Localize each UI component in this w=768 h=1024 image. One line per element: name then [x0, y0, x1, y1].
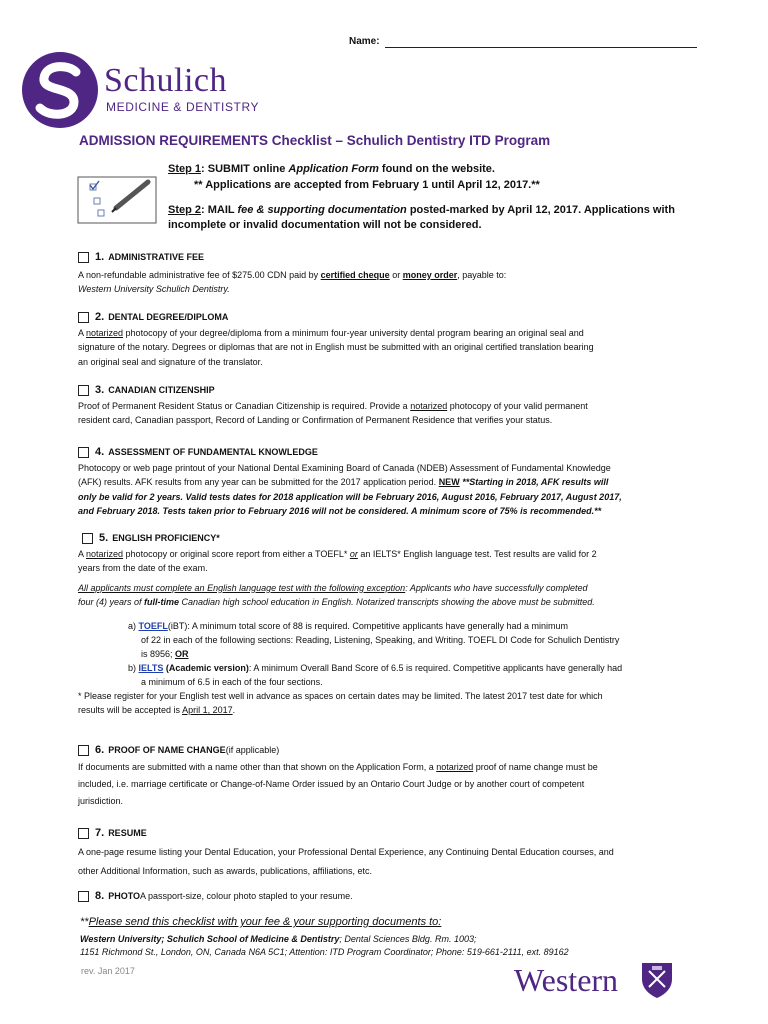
section-fundamental-knowledge: 4. ASSESSMENT OF FUNDAMENTAL KNOWLEDGE Photocopy or web page printout of your National Dental Examining Board of Canada (NDEB) Assessment of Fundamental Knowledge (AFK) results. AFK results from any year can be submitted for the 2017 application period. NEW **Starting in 2018, AFK results will only be valid for 2 years. Valid tests dates for 2018 application will be February 2016, August 2016, February 2017, August 2017, and February 2018. Tests taken prior to February 2016 will not be considered. A minimum score of 75% is recommended.** — [78, 446, 622, 516]
checkbox-photo[interactable] — [78, 891, 89, 902]
logo-title: Schulich — [104, 62, 227, 99]
checkbox-dental-degree[interactable] — [78, 312, 89, 323]
mailing-address: Western University; Schulich School of Medicine & Dentistry; Dental Sciences Bldg. Rm. 1003; 1151 Richmond St., London, ON, Canada N6A 5C1; Attention: ITD Program Coordinator; Phone: 519-661-2111, ext. 89162 — [80, 934, 569, 957]
schulich-logo-icon — [20, 50, 100, 130]
revision-date: rev. Jan 2017 — [81, 966, 135, 976]
checkbox-administrative-fee[interactable] — [78, 252, 89, 263]
checkbox-canadian-citizenship[interactable] — [78, 385, 89, 396]
section-english-proficiency: 5. ENGLISH PROFICIENCY* A notarized photocopy or original score report from either a TOEFL* or an IELTS* English language test. Test results are valid for 2 years from the date of the exam. All applicants must complete an English language test with the following exception: Applicants who have successfully completed four (4) years of full-time Canadian high school education in English. Notarized transcripts showing the above must be submitted. a) TOEFL(iBT): A minimum total score of 88 is required. Competitive applicants have generally had a minimum of 22 in each of the following sections: Reading, Listening, Speaking, and Writing. TOEFL DI Code for Schulich Dentistry is 8956; OR b) IELTS (Academic version): A minimum Overall Band Score of 6.5 is required. Competitive applicants have generally had a minimum of 6.5 in each of the four sections. * Please register for your English test well in advance as spaces on certain dates may be limited. The latest 2017 test date for which results will be accepted is April 1, 2017. — [78, 531, 690, 718]
section-dental-degree: 2. DENTAL DEGREE/DIPLOMA A notarized photocopy of your degree/diploma from a minimum four-year university dental program bearing an original seal and signature of the notary. Degrees or diplomas that are not in English must be submitted with an original certified translation bearing an original seal and signature of the translator. — [78, 311, 594, 367]
toefl-link[interactable]: TOEFL — [138, 620, 168, 631]
send-instructions: **Please send this checklist with your fee & your supporting documents to: — [80, 916, 442, 928]
checkbox-english-proficiency[interactable] — [82, 533, 93, 544]
step-1-note: ** Applications are accepted from February 1 until April 12, 2017.** — [194, 179, 540, 191]
step-2: Step 2: MAIL fee & supporting documentation posted-marked by April 12, 2017. Applications with incomplete or invalid documentation will not be considered. — [168, 204, 675, 231]
page-title: ADMISSION REQUIREMENTS Checklist – Schulich Dentistry ITD Program — [79, 133, 551, 148]
checkbox-fundamental-knowledge[interactable] — [78, 447, 89, 458]
western-logo-text: Western — [514, 962, 619, 998]
section-canadian-citizenship: 3. CANADIAN CITIZENSHIP Proof of Permanent Resident Status or Canadian Citizenship is required. Provide a notarized photocopy of your valid permanent resident card, Canadian passport, Record of Landing or Confirmation of Permanent Residence that verifies your status. — [78, 384, 588, 425]
checklist-illustration-icon — [76, 174, 160, 226]
name-line[interactable] — [385, 47, 697, 48]
logo-subtitle: MEDICINE & DENTISTRY — [106, 100, 260, 114]
section-photo: 8. PHOTO A passport-size, colour photo stapled to your resume. — [78, 889, 690, 904]
section-resume: 7. RESUME A one-page resume listing your Dental Education, your Professional Dental Experience, any Continuing Dental Education courses, and other Additional Information, such as awards, publications, affiliations, etc. — [78, 827, 614, 876]
section-name-change: 6. PROOF OF NAME CHANGE (if applicable) If documents are submitted with a name other than that shown on the Application Form, a notarized proof of name change must be included, i.e. marriage certificate or Change-of-Name Order issued by an Ontario Court Judge or by another court of competent jurisdiction. — [78, 744, 598, 806]
western-crest-icon — [640, 961, 674, 999]
ielts-link[interactable]: IELTS — [138, 662, 164, 673]
checkbox-resume[interactable] — [78, 828, 89, 839]
section-administrative-fee: 1. ADMINISTRATIVE FEE A non-refundable administrative fee of $275.00 CDN paid by certified cheque or money order, payable to: Western University Schulich Dentistry. — [78, 251, 507, 294]
english-test-options: a) TOEFL(iBT): A minimum total score of 88 is required. Competitive applicants have generally had a minimum of 22 in each of the following sections: Reading, Listening, Speaking, and Writing. TOEFL DI Code for Schulich Dentistry is 8956; OR b) IELTS (Academic version): A minimum Overall Band Score of 6.5 is required. Competitive applicants have generally had a minimum of 6.5 in each of the four sections. — [128, 620, 623, 687]
checkbox-name-change[interactable] — [78, 745, 89, 756]
step-1: Step 1: SUBMIT online Application Form found on the website. — [168, 163, 495, 175]
name-label: Name: — [349, 36, 380, 47]
